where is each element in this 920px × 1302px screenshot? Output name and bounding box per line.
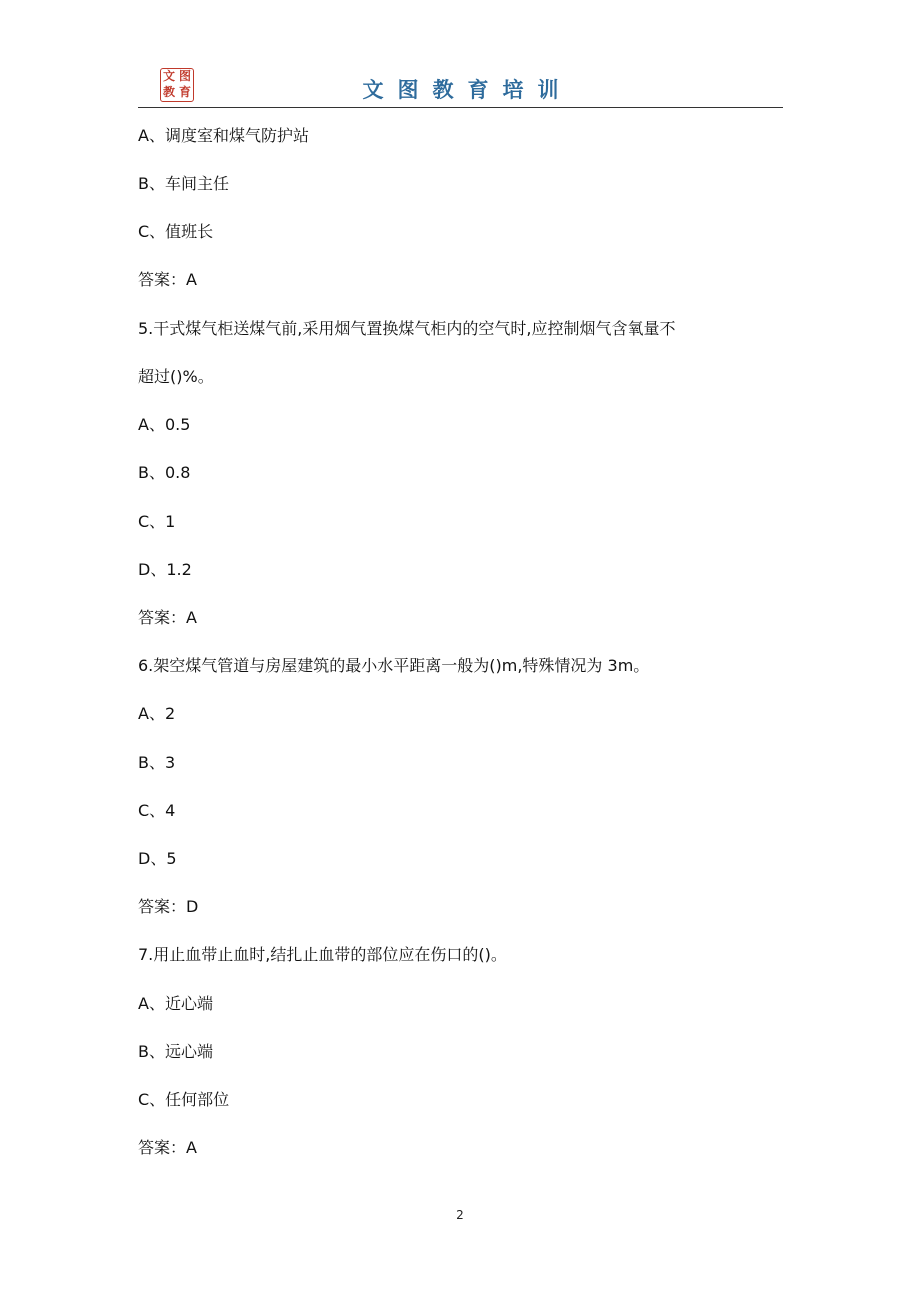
answer-line: 答案：A: [138, 608, 197, 627]
logo-char: 文: [162, 69, 175, 83]
option-line: A、0.5: [138, 415, 191, 434]
option-line: B、车间主任: [138, 174, 229, 193]
option-line: D、5: [138, 849, 177, 868]
question-line: 7.用止血带止血时,结扎止血带的部位应在伤口的()。: [138, 945, 507, 964]
question-line: 超过()%。: [138, 367, 214, 386]
option-line: C、任何部位: [138, 1090, 230, 1109]
answer-line: 答案：A: [138, 1138, 197, 1157]
question-line: 6.架空煤气管道与房屋建筑的最小水平距离一般为()m,特殊情况为 3m。: [138, 656, 650, 675]
answer-line: 答案：D: [138, 897, 199, 916]
option-line: A、调度室和煤气防护站: [138, 126, 309, 145]
option-line: C、4: [138, 801, 176, 820]
option-line: D、1.2: [138, 560, 192, 579]
question-line: 5.干式煤气柜送煤气前,采用烟气置换煤气柜内的空气时,应控制烟气含氧量不: [138, 319, 676, 338]
option-line: C、值班长: [138, 222, 214, 241]
answer-line: 答案：A: [138, 270, 197, 289]
option-line: B、0.8: [138, 463, 191, 482]
logo-char: 教: [162, 85, 175, 99]
option-line: B、3: [138, 753, 176, 772]
page-header: [138, 66, 783, 108]
option-line: C、1: [138, 512, 176, 531]
logo-char: 图: [178, 69, 191, 83]
option-line: B、远心端: [138, 1042, 213, 1061]
logo-char: 育: [178, 85, 191, 99]
page-number: 2: [456, 1208, 464, 1222]
option-line: A、近心端: [138, 994, 213, 1013]
header-title: 文图教育培训: [362, 77, 573, 102]
header-divider: [138, 107, 783, 108]
option-line: A、2: [138, 704, 176, 723]
